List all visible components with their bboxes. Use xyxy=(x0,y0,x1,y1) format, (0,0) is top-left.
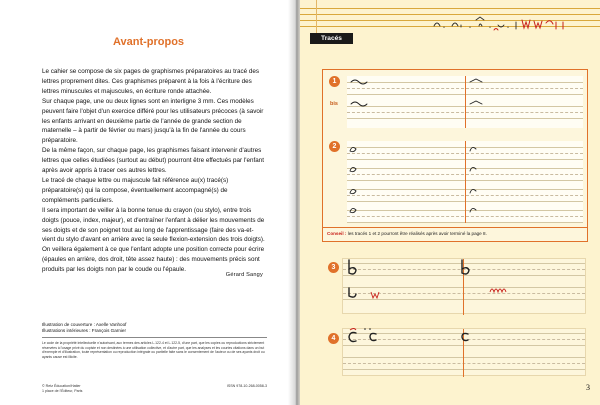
hint-body: les tracés 1 et 2 pourront être réalisés après avoir terminé la page 8. xyxy=(347,231,487,236)
publisher-line: © Retz Éducation/Hatier xyxy=(42,384,81,388)
exercise-number: 2 xyxy=(329,141,340,152)
paragraph: Sur chaque page, une ou deux lignes sont en interligne 3 mm. Ces modèles peuvent faire l'objet d'un exercice différé pour les utilisateurs précoces (à savoir les enfants arrivant en deuxième partie de l'année de grande section de maternelle – à partir de février ou mars) jusqu'à la fin de l'année du cours préparatoire. xyxy=(42,97,264,145)
page-number: 3 xyxy=(586,383,590,392)
page-title: Avant-propos xyxy=(112,36,185,48)
paragraph: Le cahier se compose de six pages de graphismes préparatoires au tracé des lettres proprement dites. Ces graphismes préparent à la fois à l'écriture des lettres minuscules et majuscules, en écriture ronde attachée. xyxy=(42,68,260,95)
publisher-line: 1 place de l'Éditeur, Paris xyxy=(42,388,83,393)
bis-label: bis xyxy=(330,101,338,107)
paragraph: Le tracé de chaque lettre ou majuscule fait référence au(x) tracé(s) préparatoire(s) qui la compose, éventuellement accompagné(s) de compléments particuliers. xyxy=(42,176,229,204)
exercise-number: 1 xyxy=(329,76,340,87)
hint-prefix: Conseil : xyxy=(327,231,347,236)
exercise-number: 4 xyxy=(328,333,339,344)
exercise-number: 3 xyxy=(328,262,339,273)
section-tab: Tracés xyxy=(310,33,353,44)
isbn: ISSN 978-10-268-0058-3 xyxy=(226,384,267,388)
credit-line: Illustration de couverture : Axelle Vanhoof xyxy=(42,322,127,327)
paragraph: Il sera important de veiller à la bonne tenue du crayon (ou stylo), entre trois doigts (pouce, index, majeur), et d'entraîner l'enfant à délier les mouvements de ses doigts et de son poignet tout au long de l'apprentissage (faire des va-et-vient du stylo d'avant en arrière avec la seule flexion-extension des trois doigts). xyxy=(42,206,265,244)
copyright-notice: Le code de la propriété intellectuelle n'autorisant, aux termes des articles L.122-4 et L.122-5, d'une part, que les copies ou reproductions strictement réservées à l'usage privé du copiste et non destinées à une utilisation collective, et d'autre part, que les analyses et les courtes citations dans un but d'exemple et d'illustration, toute représentation ou reproduction intégrale ou partielle faite sans le consentement de l'auteur ou de ses ayants droit ou ayants cause est illicite. xyxy=(42,341,265,359)
paragraph: De la même façon, sur chaque page, les graphismes faisant intervenir d'autres lettres que celles étudiées (surtout au début) pourront être effectués par l'enfant après avoir appris à tracer ces autres lettres. xyxy=(42,147,264,175)
credit-line: Illustrations intérieures : François Garnier xyxy=(42,328,126,333)
paragraph: On veillera également à ce que l'enfant adopte une position correcte pour écrire (épaules en arrière, dos droit, tête assez haute) : des mouvements précis sont produits par les doigts non par le coude ou l'épaule. xyxy=(42,246,265,274)
author-signature: Gérard Sangy xyxy=(225,272,263,278)
